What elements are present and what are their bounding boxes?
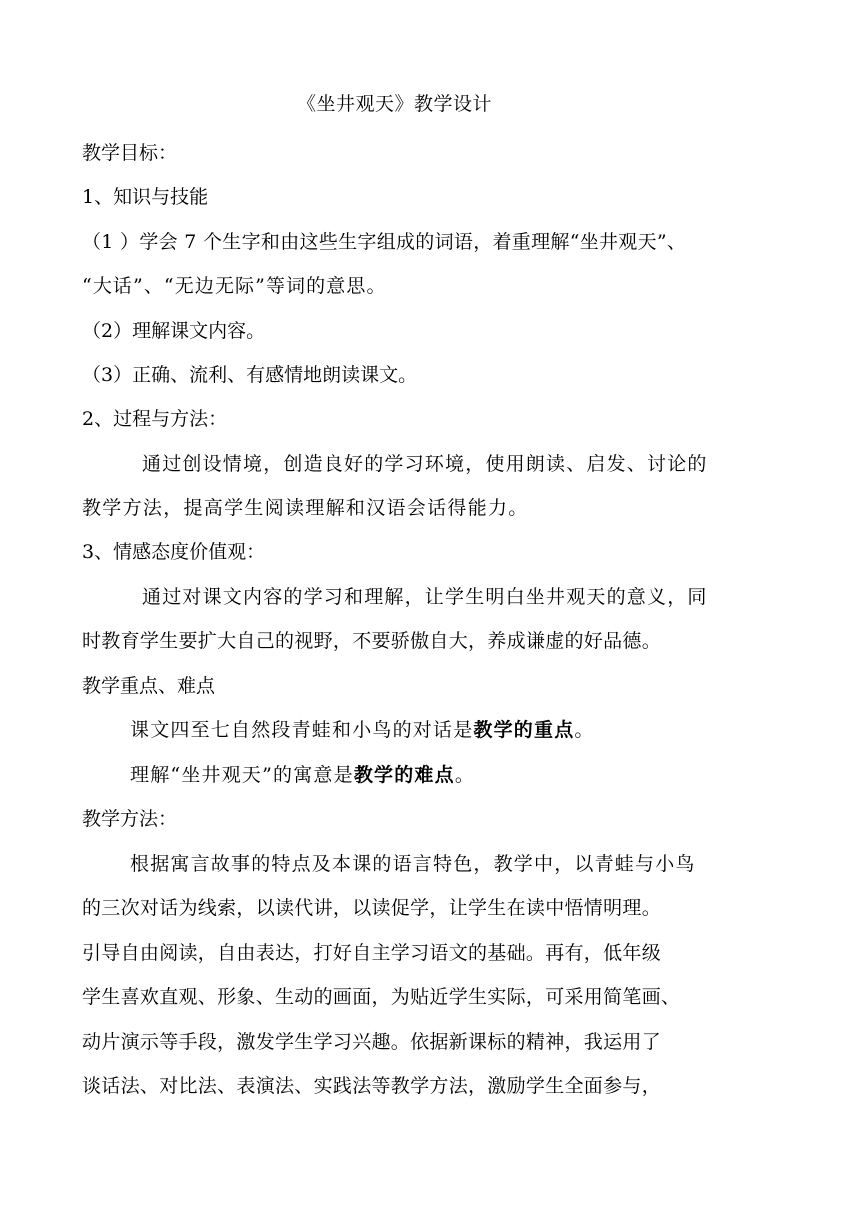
key-point-period: 。 (574, 719, 595, 741)
process-paragraph-line-1: 通过创设情境，创造良好的学习环境，使用朗读、启发、讨论的 (142, 453, 708, 475)
key-point-line (130, 717, 595, 743)
subheading-emotion-values: 3、情感态度价值观： (82, 541, 266, 563)
methods-paragraph-line-5: 动片演示等手段，激发学生学习兴趣。依据新课标的精神，我运用了 (82, 1031, 662, 1053)
goal-item-2: （2）理解课文内容。 (82, 320, 266, 342)
difficult-point-text: 理解“坐井观天”的寓意是 (130, 764, 354, 786)
process-paragraph-line-2: 教学方法，提高学生阅读理解和汉语会话得能力。 (82, 497, 529, 519)
methods-paragraph-line-4: 学生喜欢直观、形象、生动的画面，为贴近学生实际，可采用简笔画、 (82, 986, 681, 1008)
methods-paragraph-line-1: 根据寓言故事的特点及本课的语言特色，教学中，以青蛙与小鸟 (130, 853, 696, 875)
subheading-process-method: 2、过程与方法： (82, 408, 228, 430)
heading-teaching-goals: 教学目标： (82, 142, 178, 164)
key-point-text: 课文四至七自然段青蛙和小鸟的对话是 (130, 719, 474, 741)
difficult-point-line (130, 762, 475, 788)
goal-item-3: （3）正确、流利、有感情地朗读课文。 (82, 364, 418, 386)
goal-item-1-line-2: “大话”、“无边无际”等词的意思。 (82, 275, 387, 297)
subheading-knowledge-skills: 1、知识与技能 (82, 186, 209, 208)
methods-paragraph-line-3: 引导自由阅读，自由表达，打好自主学习语文的基础。再有，低年级 (82, 942, 662, 964)
heading-key-difficult-points: 教学重点、难点 (82, 675, 216, 697)
heading-teaching-methods: 教学方法： (82, 808, 178, 830)
methods-paragraph-line-6: 谈话法、对比法、表演法、实践法等教学方法，激励学生全面参与， (82, 1075, 662, 1097)
document-title: 《坐井观天》教学设计 (297, 93, 493, 115)
values-paragraph-line-2: 时教育学生要扩大自己的视野，不要骄傲自大，养成谦虚的好品德。 (82, 630, 662, 652)
goal-item-1-line-1: （1 ）学会 7 个生字和由这些生字组成的词语，着重理解“坐井观天”、 (82, 231, 687, 253)
key-point-emphasis: 教学的重点 (473, 719, 575, 741)
methods-paragraph-line-2: 的三次对话为线索，以读代讲，以读促学，让学生在读中悟情明理。 (82, 897, 662, 919)
difficult-point-period: 。 (454, 764, 476, 786)
difficult-point-emphasis: 教学的难点 (353, 764, 455, 786)
values-paragraph-line-1: 通过对课文内容的学习和理解，让学生明白坐井观天的意义，同 (142, 586, 708, 608)
